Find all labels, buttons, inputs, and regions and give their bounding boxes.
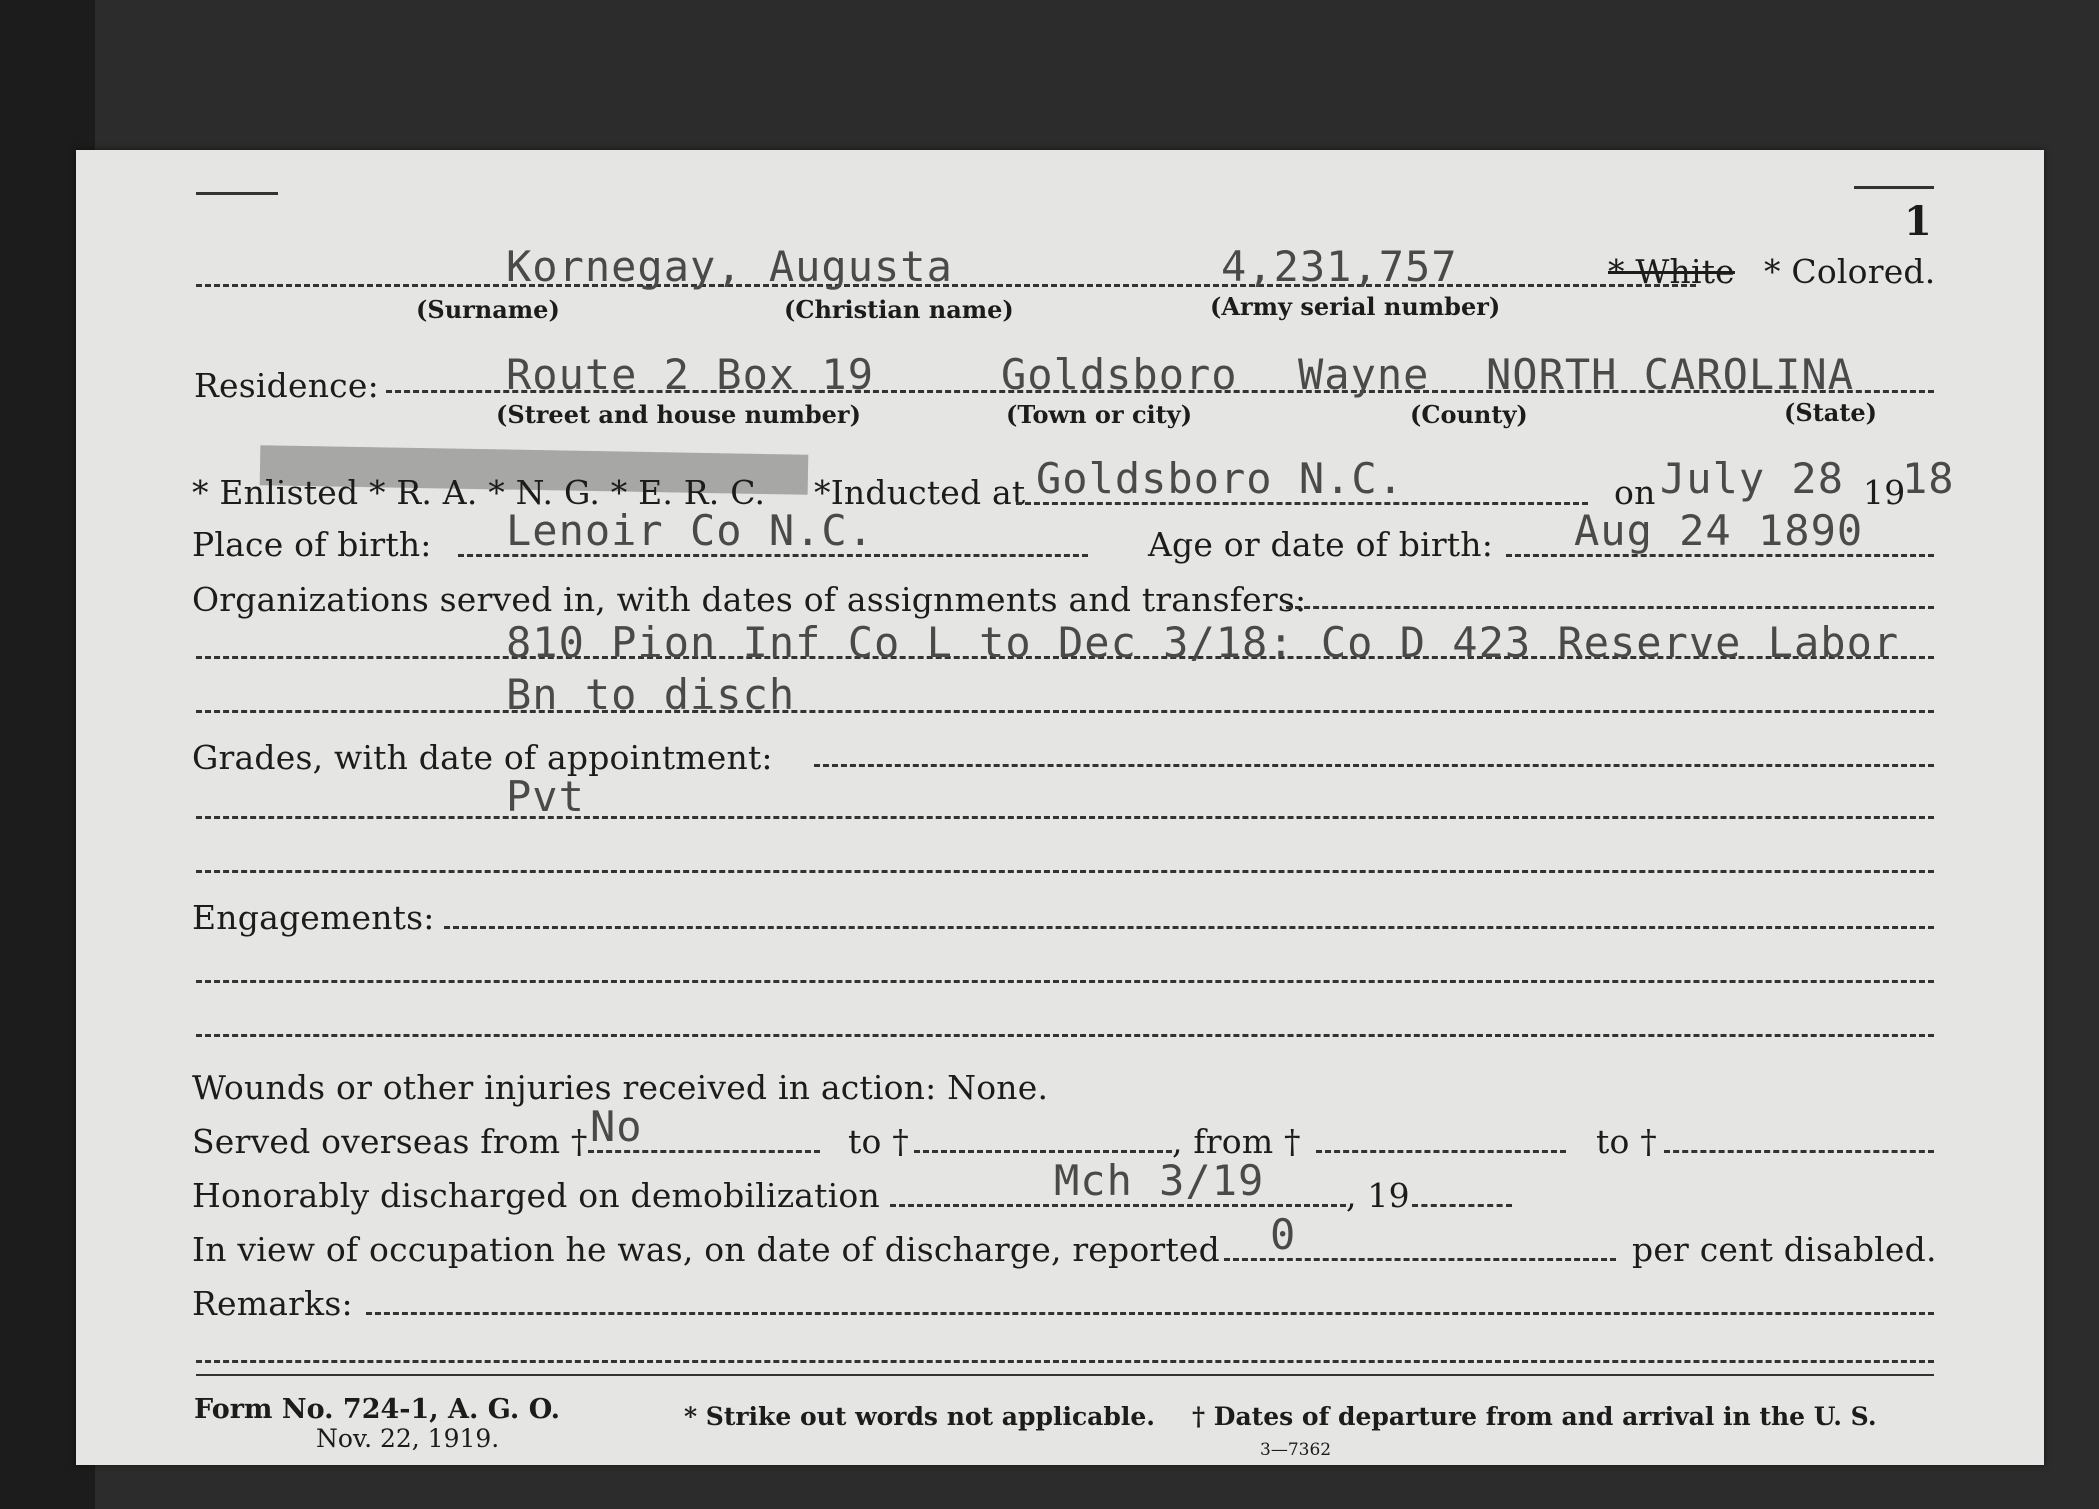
organizations-line-0 <box>1286 606 1934 609</box>
birth-date-value: Aug 24 1890 <box>1574 506 1864 555</box>
caption-christian-name: (Christian name) <box>784 295 1014 324</box>
organizations-label: Organizations served in, with dates of assignments and transfers: <box>192 580 1307 619</box>
wounds-label: Wounds or other injuries received in action: None. <box>192 1068 1049 1107</box>
residence-county-value: Wayne <box>1298 350 1430 399</box>
enlisted-options-label: * Enlisted * R. A. * N. G. * E. R. C. <box>192 473 766 512</box>
caption-street: (Street and house number) <box>496 400 861 429</box>
discharge-date-value: Mch 3/19 <box>1054 1156 1265 1205</box>
race-colored: * Colored. <box>1764 252 1936 291</box>
grades-line-1 <box>196 816 1934 819</box>
disability-value: 0 <box>1270 1210 1297 1259</box>
caption-county: (County) <box>1410 400 1528 429</box>
engagements-label: Engagements: <box>192 898 435 937</box>
caption-state: (State) <box>1784 398 1878 427</box>
top-left-rule <box>196 192 278 195</box>
disability-suffix: per cent disabled. <box>1632 1230 1937 1269</box>
race-white-struck: * White <box>1608 252 1735 291</box>
card-number: 1 <box>1904 198 1933 245</box>
overseas-to-line <box>914 1150 1172 1153</box>
engagements-line-0 <box>444 926 1934 929</box>
remarks-line-1 <box>366 1312 1934 1315</box>
organizations-value-1: 810 Pion Inf Co L to Dec 3/18: Co D 423 Reserve Labor <box>506 618 1900 667</box>
strike-note: * Strike out words not applicable. <box>684 1402 1155 1431</box>
footer-rule <box>196 1374 1934 1376</box>
service-record-card <box>76 150 2044 1465</box>
inducted-date-value: July 28 <box>1660 454 1845 503</box>
residence-town-value: Goldsboro <box>1001 350 1238 399</box>
overseas-label: Served overseas from † <box>192 1122 588 1161</box>
caption-surname: (Surname) <box>416 295 560 324</box>
discharge-year-line <box>1412 1204 1512 1207</box>
residence-state-value: NORTH CAROLINA <box>1486 350 1855 399</box>
surname-christian-value: Kornegay, Augusta <box>506 242 953 291</box>
discharge-year-label: , 19 <box>1346 1176 1410 1215</box>
year-prefix: 19 <box>1863 473 1906 512</box>
grades-line-2 <box>196 870 1934 873</box>
grade-value: Pvt <box>506 772 585 821</box>
remarks-line-2 <box>196 1360 1934 1363</box>
engagements-line-1 <box>196 980 1934 983</box>
discharged-label: Honorably discharged on demobilization <box>192 1176 880 1215</box>
inducted-label: *Inducted at <box>814 473 1026 512</box>
on-label: on <box>1614 473 1656 512</box>
overseas-from-line-2 <box>1316 1150 1566 1153</box>
overseas-to-label: to † <box>848 1122 909 1161</box>
remarks-label: Remarks: <box>192 1284 353 1323</box>
top-right-rule <box>1854 186 1934 189</box>
birth-date-label: Age or date of birth: <box>1148 525 1494 564</box>
overseas-to-line-2 <box>1664 1150 1934 1153</box>
engagements-line-2 <box>196 1034 1934 1037</box>
caption-serial-number: (Army serial number) <box>1210 292 1501 321</box>
dates-note: † Dates of departure from and arrival in the U. S. <box>1192 1402 1877 1431</box>
organizations-line-2 <box>196 710 1934 713</box>
overseas-from-label-2: , from † <box>1172 1122 1301 1161</box>
organizations-value-2: Bn to disch <box>506 670 796 719</box>
overseas-to-label-2: to † <box>1596 1122 1657 1161</box>
inducted-year-value: 18 <box>1902 454 1955 503</box>
residence-street-value: Route 2 Box 19 <box>506 350 875 399</box>
print-code: 3—7362 <box>1260 1440 1332 1460</box>
residence-label: Residence: <box>194 366 379 405</box>
caption-town: (Town or city) <box>1006 400 1193 429</box>
birth-place-label: Place of birth: <box>192 525 432 564</box>
grades-line-0 <box>814 764 1934 767</box>
disability-label: In view of occupation he was, on date of discharge, reported <box>192 1230 1220 1269</box>
grades-label: Grades, with date of appointment: <box>192 738 773 777</box>
form-number: Form No. 724-1, A. G. O. <box>194 1394 561 1425</box>
form-date: Nov. 22, 1919. <box>316 1424 500 1453</box>
overseas-from-value: No <box>590 1102 643 1151</box>
serial-number-value: 4,231,757 <box>1221 242 1458 291</box>
birth-place-value: Lenoir Co N.C. <box>506 506 875 555</box>
inducted-place-value: Goldsboro N.C. <box>1036 454 1405 503</box>
